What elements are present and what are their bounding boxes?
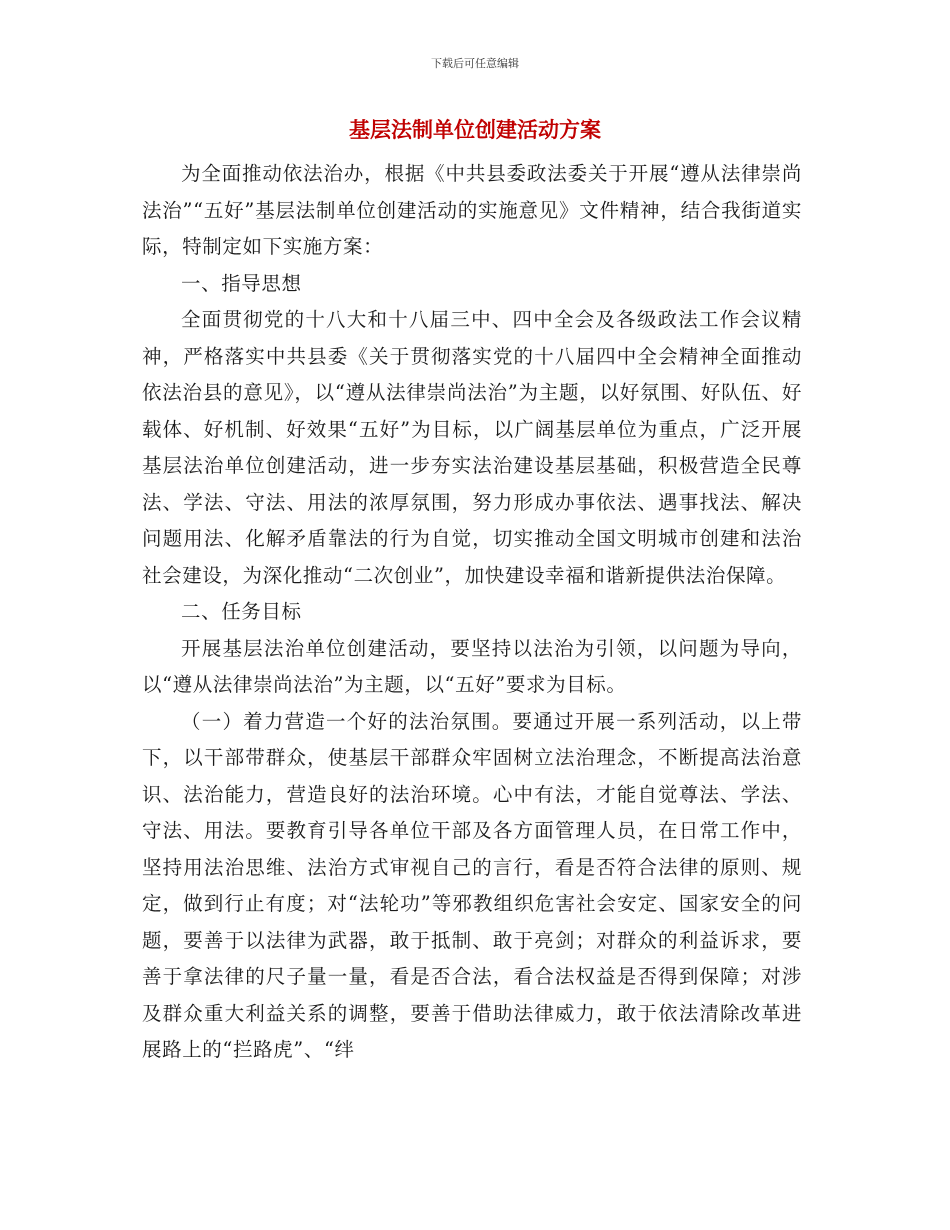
section-heading-guiding-thought: 一、指导思想 <box>181 271 302 295</box>
paragraph-intro: 为全面推动依法治办，根据《中共县委政法委关于开展“遵从法律崇尚法治”“五好”基层法制单位创建活动的实施意见》文件精神，结合我街道实际，特制定如下实施方案： <box>142 162 802 258</box>
paragraph-task-goals: 开展基层法治单位创建活动，要坚持以法治为引领，以问题为导向，以“遵从法律崇尚法治”为主题，以“五好”要求为目标。 <box>142 636 802 696</box>
document-body <box>142 156 802 1069</box>
paragraph-legal-atmosphere: （一）着力营造一个好的法治氛围。要通过开展一系列活动，以上带下，以干部带群众，使基层干部群众牢固树立法治理念，不断提高法治意识、法治能力，营造良好的法治环境。心中有法，才能自觉尊法、学法、守法、用法。要教育引导各单位干部及各方面管理人员，在日常工作中，坚持用法治思维、法治方式审视自己的言行，看是否符合法律的原则、规定，做到行止有度；对“法轮功”等邪教组织危害社会安定、国家安全的问题，要善于以法律为武器，敢于抵制、敢于亮剑；对群众的利益诉求，要善于拿法律的尺子量一量，看是否合法，看合法权益是否得到保障；对涉及群众重大利益关系的调整，要善于借助法律威力，敢于依法清除改革进展路上的“拦路虎”、“绊 <box>142 709 802 1061</box>
section-heading-task-goals: 二、任务目标 <box>181 600 302 623</box>
header-note: 下载后可任意编辑 <box>431 57 519 70</box>
document-title: 基层法制单位创建活动方案 <box>349 118 601 142</box>
paragraph-guiding-thought: 全面贯彻党的十八大和十八届三中、四中全会及各级政法工作会议精神，严格落实中共县委《关于贯彻落实党的十八届四中全会精神全面推动依法治县的意见》，以“遵从法律崇尚法治”为主题，以好氛围、好队伍、好载体、好机制、好效果“五好”为目标，以广阔基层单位为重点，广泛开展基层法治单位创建活动，进一步夯实法治建设基层基础，积极营造全民尊法、学法、守法、用法的浓厚氛围，努力形成办事依法、遇事找法、解决问题用法、化解矛盾靠法的行为自觉，切实推动全国文明城市创建和法治社会建设，为深化推动“二次创业”，加快建设幸福和谐新提供法治保障。 <box>142 308 802 587</box>
